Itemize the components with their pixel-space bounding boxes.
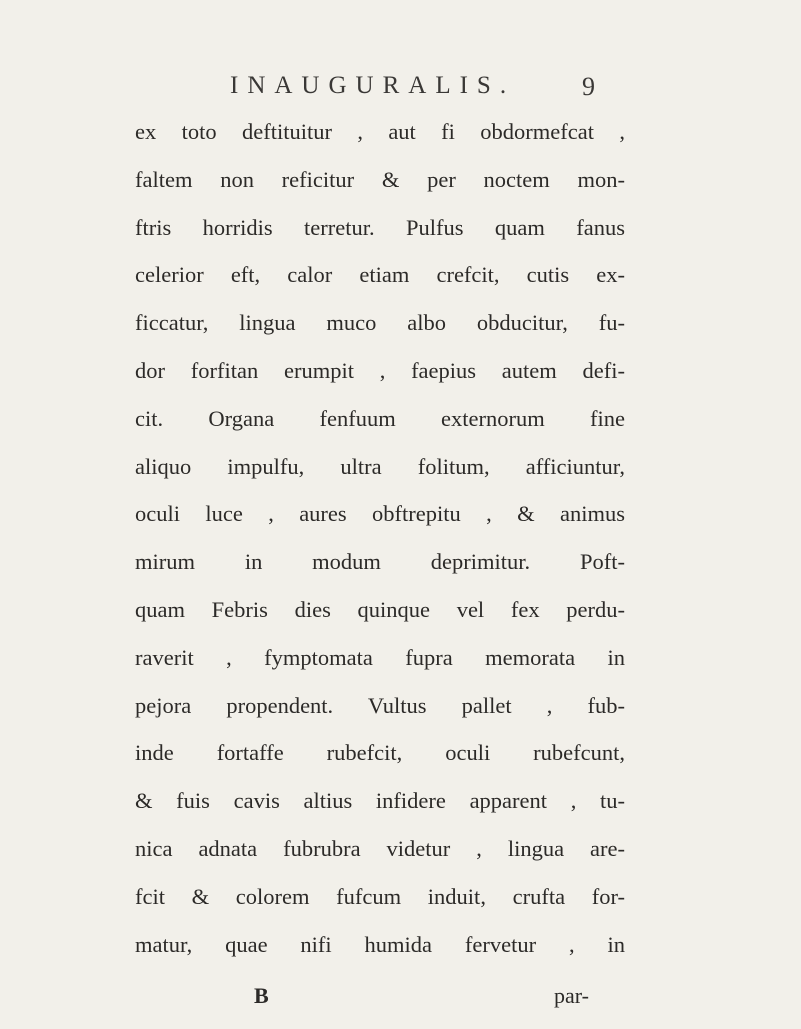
page-number: 9 [582,72,595,101]
running-head [0,72,801,102]
text-line: nica adnata fubrubra videtur , lingua are- [135,835,625,861]
text-line: inde fortaffe rubefcit, oculi rubefcunt, [135,740,625,766]
text-line: fcit & colorem fufcum induit, crufta for- [135,883,625,909]
text-line: ex toto deftituitur , aut fi obdormefcat , [135,119,625,144]
text-line: aliquo impulfu, ultra folitum, afficiuntur, [135,453,625,479]
running-title: INAUGURALIS. [230,72,516,99]
text-line: ficcatur, lingua muco albo obducitur, fu- [135,310,625,336]
text-line: pejora propendent. Vultus pallet , fub- [135,692,625,718]
text-line: faltem non reficitur & per noctem mon- [135,166,625,192]
text-line: quam Febris dies quinque vel fex perdu- [135,596,625,622]
text-line: ftris horridis terretur. Pulfus quam fanus [135,214,625,240]
text-line: raverit , fymptomata fupra memorata in [135,644,625,670]
page-footer [0,983,801,1013]
catchword: par- [554,983,589,1008]
body-text [135,108,625,968]
signature-mark: B [254,983,269,1008]
text-line: matur, quae nifi humida fervetur , in [135,931,625,957]
text-line: oculi luce , aures obftrepitu , & animus [135,501,625,527]
text-line: celerior eft, calor etiam crefcit, cutis ex- [135,262,625,288]
text-line: cit. Organa fenfuum externorum fine [135,405,625,431]
text-line: & fuis cavis altius infidere apparent , tu- [135,788,625,814]
text-line: mirum in modum deprimitur. Poft- [135,549,625,575]
text-line: dor forfitan erumpit , faepius autem defi- [135,357,625,383]
